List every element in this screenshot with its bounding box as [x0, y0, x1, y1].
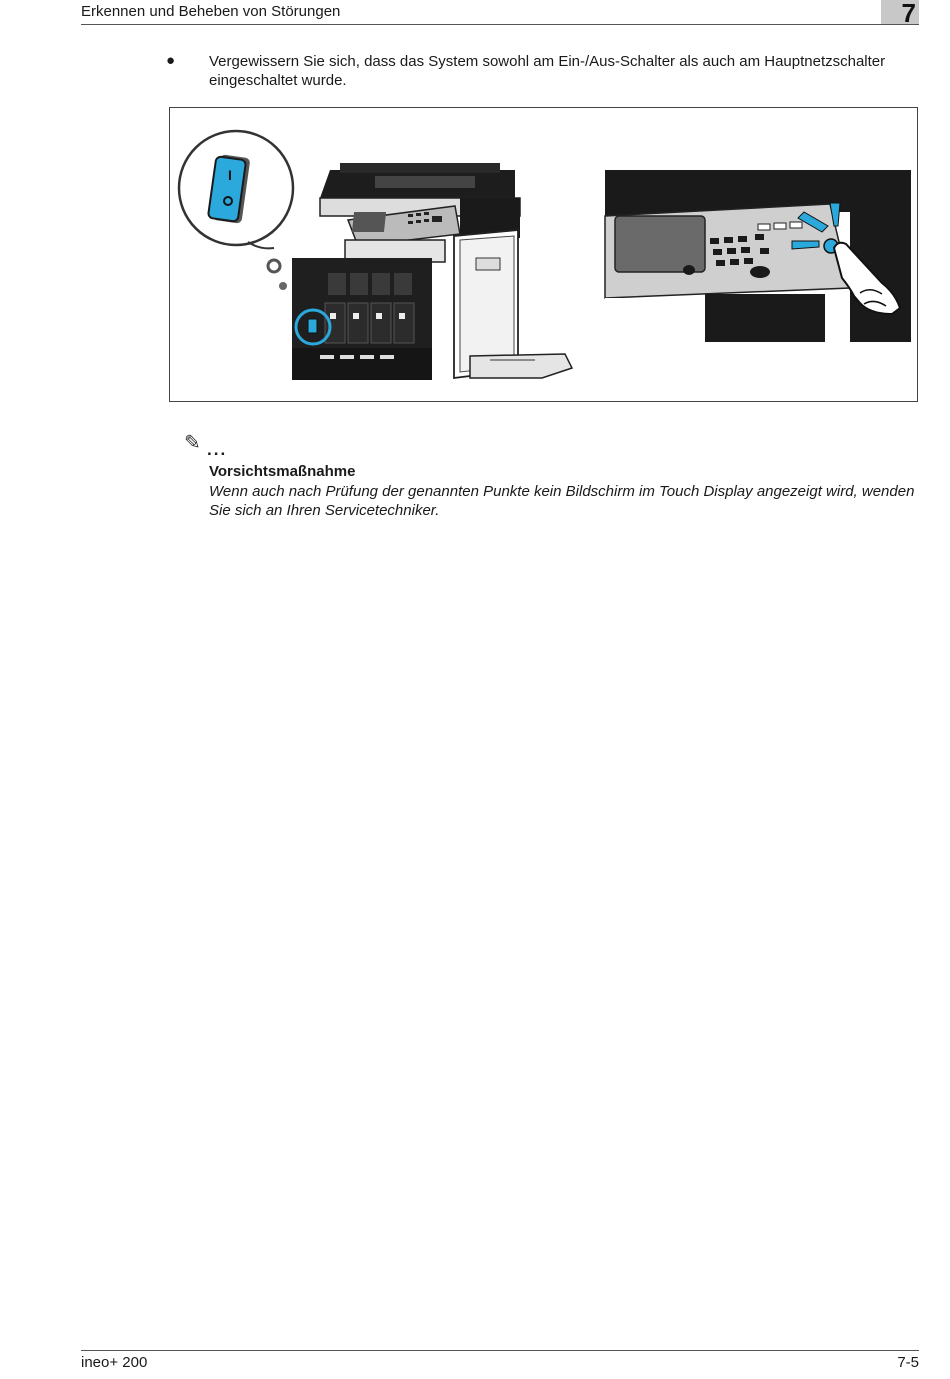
header-rule: [81, 24, 919, 25]
figure-illustration: [169, 107, 918, 402]
chapter-number: 7: [901, 0, 916, 28]
note-text: Wenn auch nach Prüfung der genannten Punkte kein Bildschirm im Touch Display angezeigt wird, wenden Sie sich an Ihren Servicetechniker.: [209, 483, 915, 519]
switch-bubble: [179, 131, 300, 305]
switch-on-mark: I: [228, 167, 232, 183]
copier-open-front: [292, 163, 572, 380]
header-title: Erkennen und Beheben von Störungen: [81, 3, 341, 20]
footer-product: ineo+ 200: [81, 1354, 148, 1371]
pencil-icon: ✎: [184, 432, 201, 454]
bullet-text: Vergewissern Sie sich, dass das System sowohl am Ein-/Aus-Schalter als auch am Hauptnetzschalter eingeschaltet wurde.: [209, 53, 886, 89]
note-dots: ...: [207, 440, 228, 459]
footer-rule: [81, 1350, 919, 1351]
arrow-icon: [792, 241, 819, 249]
chapter-tab: [881, 0, 919, 28]
machine-illustration: [170, 108, 919, 403]
bullet-marker: ●: [166, 52, 176, 69]
note-heading: Vorsichtsmaßnahme: [209, 463, 356, 480]
control-panel-closeup: [605, 170, 911, 342]
footer-page-number: 7-5: [897, 1354, 919, 1371]
